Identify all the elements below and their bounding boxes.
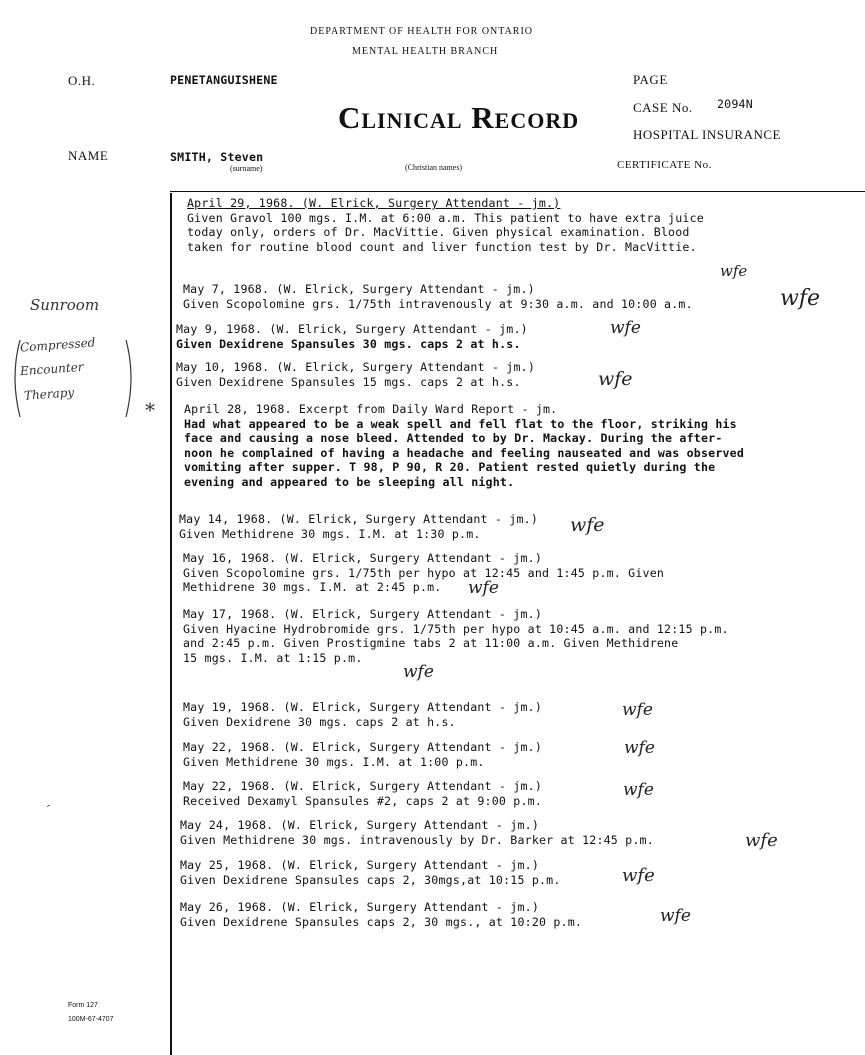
entry-line: today only, orders of Dr. MacVittie. Given physical examination. Blood: [187, 225, 690, 239]
page-label: PAGE: [633, 72, 668, 87]
asterisk-mark: *: [145, 398, 155, 422]
entry-1: [183, 282, 693, 311]
entry-heading: April 28, 1968. Excerpt from Daily Ward Report - jm.: [184, 402, 558, 416]
entry-heading: May 10, 1968. (W. Elrick, Surgery Attendant - jm.): [176, 360, 536, 374]
patient-name: SMITH, Steven: [170, 150, 264, 164]
entry-line: Had what appeared to be a weak spell and fell flat to the floor, striking his: [184, 416, 737, 431]
entry-line: 15 mgs. I.M. at 1:15 p.m.: [183, 650, 363, 665]
initials-mark: wfe: [780, 286, 820, 311]
header-rule: [170, 191, 865, 192]
initials-mark: wfe: [403, 662, 434, 682]
department-heading: DEPARTMENT OF HEALTH FOR ONTARIO: [310, 26, 534, 37]
entry-line: Given Dexidrene 30 mgs. caps 2 at h.s.: [183, 714, 456, 729]
christian-names-caption: (Christian names): [405, 163, 463, 172]
entry-heading: May 7, 1968. (W. Elrick, Surgery Attendant - jm.): [183, 282, 535, 296]
entry-heading: May 22, 1968. (W. Elrick, Surgery Attendant - jm.): [183, 740, 543, 754]
entry-heading: May 25, 1968. (W. Elrick, Surgery Attendant - jm.): [180, 858, 540, 872]
entry-line: Given Methidrene 30 mgs. I.M. at 1:30 p.m.: [179, 526, 481, 541]
entry-6: [183, 551, 664, 595]
branch-heading: MENTAL HEALTH BRANCH: [352, 46, 499, 57]
entry-line: Given Dexidrene Spansules 30 mgs. caps 2 at h.s.: [176, 336, 521, 351]
entry-line: and 2:45 p.m. Given Prostigmine tabs 2 at 11:00 a.m. Given Methidrene: [183, 636, 679, 650]
name-label: NAME: [68, 148, 109, 163]
entry-line: vomiting after supper. T 98, P 90, R 20. Patient rested quietly during the: [184, 460, 716, 474]
initials-mark: wfe: [468, 578, 499, 598]
entry-heading: May 14, 1968. (W. Elrick, Surgery Attendant - jm.): [179, 512, 539, 526]
entry-line: Given Dexidrene Spansules 15 mgs. caps 2 at h.s.: [176, 374, 521, 389]
entry-5: [179, 512, 538, 541]
therapy-note-line2: Encounter: [19, 359, 84, 379]
entry-line: Given Dexidrene Spansules caps 2, 30mgs,at 10:15 p.m.: [180, 872, 561, 887]
entry-10: [183, 779, 542, 808]
entry-0: [187, 196, 704, 254]
therapy-note-line1: Compressed: [19, 335, 96, 355]
entry-11: [180, 818, 654, 847]
entry-line: Given Methidrene 30 mgs. I.M. at 1:00 p.m.: [183, 754, 485, 769]
entry-line: Received Dexamyl Spansules #2, caps 2 at 9:00 p.m.: [183, 793, 543, 808]
entry-heading: May 17, 1968. (W. Elrick, Surgery Attendant - jm.): [183, 607, 543, 621]
surname-caption: (surname): [230, 164, 263, 173]
entry-2: [176, 322, 528, 351]
sunroom-note: Sunroom: [30, 296, 100, 314]
entry-3: [176, 360, 535, 389]
initials-mark: wfe: [622, 865, 655, 886]
initials-mark: wfe: [660, 906, 691, 926]
entry-heading: May 19, 1968. (W. Elrick, Surgery Attendant - jm.): [183, 700, 543, 714]
case-number: 2094N: [717, 97, 753, 111]
certificate-label: CERTIFICATE No.: [617, 159, 712, 171]
initials-mark: wfe: [610, 318, 641, 338]
hospital-insurance-label: HOSPITAL INSURANCE: [633, 127, 781, 142]
entry-heading: May 24, 1968. (W. Elrick, Surgery Attendant - jm.): [180, 818, 540, 832]
entry-12: [180, 858, 561, 887]
entry-line: taken for routine blood count and liver function test by Dr. MacVittie.: [187, 239, 697, 254]
entry-line: evening and appeared to be sleeping all night.: [184, 474, 515, 489]
entry-line: noon he complained of having a headache and feeling nauseated and was observed: [184, 445, 745, 460]
initials-mark: wfe: [598, 368, 633, 390]
entry-line: Given Dexidrene Spansules caps 2, 30 mgs., at 10:20 p.m.: [180, 914, 583, 929]
initials-mark: wfe: [623, 780, 654, 800]
margin-rule: [170, 193, 172, 1055]
initials-mark: wfe: [624, 738, 655, 758]
form-code: 100M-67-4707: [68, 1016, 114, 1023]
oh-value: PENETANGUISHENE: [170, 73, 278, 87]
entry-line: Given Scopolomine grs. 1/75th intravenously at 9:30 a.m. and 10:00 a.m.: [183, 296, 693, 311]
initials-mark: wfe: [622, 700, 653, 720]
entry-heading: May 26, 1968. (W. Elrick, Surgery Attendant - jm.): [180, 900, 540, 914]
entry-heading: May 9, 1968. (W. Elrick, Surgery Attendant - jm.): [176, 322, 528, 336]
stray-mark: ˏ: [46, 792, 51, 808]
therapy-note-line3: Therapy: [23, 385, 75, 403]
entry-heading: May 22, 1968. (W. Elrick, Surgery Attendant - jm.): [183, 779, 543, 793]
entry-line: Given Gravol 100 mgs. I.M. at 6:00 a.m. This patient to have extra juice: [187, 210, 704, 225]
case-label: CASE No.: [633, 100, 693, 115]
entry-line: Given Hyacine Hydrobromide grs. 1/75th per hypo at 10:45 a.m. and 12:15 p.m.: [183, 621, 729, 636]
entry-line: Given Scopolomine grs. 1/75th per hypo at 12:45 and 1:45 p.m. Given: [183, 565, 665, 580]
entry-line: face and causing a nose bleed. Attended to by Dr. Mackay. During the after-: [184, 431, 723, 445]
entry-7: [183, 607, 729, 665]
entry-4: [184, 402, 744, 489]
form-number: Form 127: [68, 1002, 98, 1009]
initials-mark: wfe: [570, 514, 605, 536]
initials-mark: wfe: [745, 830, 778, 851]
initials-mark: wfe: [720, 262, 748, 280]
document-title: Clinical Record: [338, 100, 580, 135]
oh-label: O.H.: [68, 73, 96, 88]
entry-line: Methidrene 30 mgs. I.M. at 2:45 p.m.: [183, 580, 442, 594]
entry-heading: May 16, 1968. (W. Elrick, Surgery Attendant - jm.): [183, 551, 543, 565]
entry-8: [183, 700, 542, 729]
entry-heading: April 29, 1968. (W. Elrick, Surgery Attendant - jm.): [187, 196, 561, 210]
entry-13: [180, 900, 582, 929]
entry-9: [183, 740, 542, 769]
entry-line: Given Methidrene 30 mgs. intravenously by Dr. Barker at 12:45 p.m.: [180, 832, 654, 847]
